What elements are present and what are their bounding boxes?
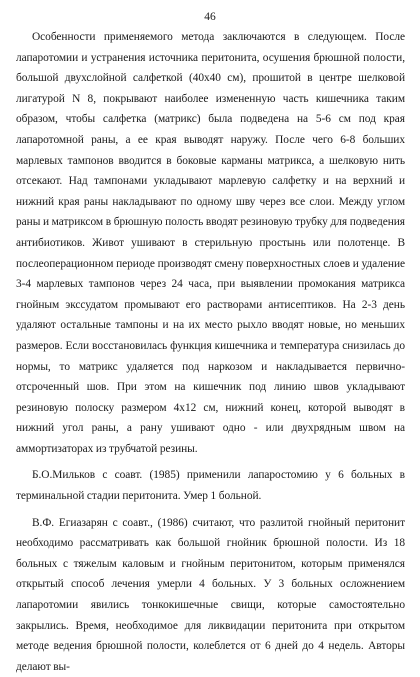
paragraph-egiazaryan: В.Ф. Егиазарян с соавт., (1986) считают, что разлитой гнойный перитонит необходимо рассматривать как большой гнойник брюшной полости. Из 18 больных с тяжелым каловым и гнойным перитонитом, которым применялся открытый способ лечения умерли 4 больных. У 3 больных осложнением лапаротомии явились тонкокишечные свищи, которые самостоятельно закрылись. Время, необходимое для ликвидации перитонита при открытом методе ведения брюшной полости, колеблется от 6 дней до 4 недель. Авторы делают вы- <box>16 516 405 673</box>
page-number: 46 <box>204 11 216 23</box>
paragraph-method-description: Особенности применяемого метода заключаются в следующем. После лапаротомии и устранения источника перитонита, осушения брюшной полости, большой двухслойной салфеткой (40х40 см), прошитой в центре шелковой лигатурой N 8, покрывают наиболее измененную часть кишечника таким образом, чтобы салфетка (матрикс) была подведена на 5-6 см под края лапаротомной раны, а ее края выводят наружу. После чего 6-8 больших марлевых тампонов вводится в боковые карманы матрикса, а шелковую нить отсекают. Над тампонами укладывают марлевую салфетку и на верхний и нижний края раны накладывают по одному шву через все слои. Между углом раны и матриксом в брюшную полость вводят резиновую трубку для подведения антибиотиков. Живот ушивают в стерильную простынь или полотенце. В послеоперационном периоде производят смену поверхностных слоев и удаление 3-4 марлевых тампонов через 24 часа, при выявлении промокания матрикса гнойным экссудатом промывают его растворами антисептиков. На 2-3 день удаляют остальные тампоны и на их место рыхло вводят новые, но меньших размеров. Если восстановилась функция кишечника и температура снизилась до нормы, то матрикс удаляется под наркозом и накладывается первично-отсроченный шов. При этом на кишечник под линию швов укладывают резиновую полоску размером 4х12 см, нижний конец, которой выводят в нижний угол раны, а рану ушивают одно - или двухрядным швом на аммортизаторах из трубчатой резины. <box>16 31 405 455</box>
body-text <box>16 27 405 677</box>
paragraph-milkov: Б.О.Мильков с соавт. (1985) применили лапаростомию у 6 больных в терминальной стадии перитонита. Умер 1 больной. <box>16 469 405 503</box>
